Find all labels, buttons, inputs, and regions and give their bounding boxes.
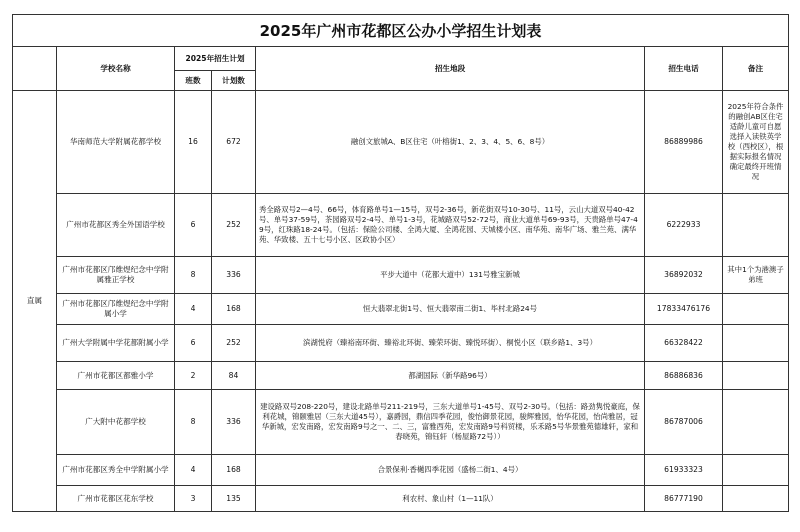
phone-number: 61933323 [645,455,723,486]
class-count: 3 [175,486,212,512]
enrollment-area: 滨湖悦府（臻裕南环街、臻裕北环街、臻荣环街、臻悦环街）、桐悦小区（联乡路1、3号） [256,325,645,362]
enrollment-area: 平步大道中（花都大道中）131号雅宝新城 [256,257,645,294]
remark [723,194,789,257]
plan-count: 168 [212,294,256,325]
remark [723,294,789,325]
school-name: 广州市花都区都雅小学 [57,362,175,390]
class-count: 8 [175,390,212,455]
school-name: 华南师范大学附属花都学校 [57,91,175,194]
remark [723,486,789,512]
remark: 2025年符合条件的融创AB区住宅适龄儿童可自愿选择入读铁英学校（西校区），根据实际报名情况确定最终开班情况 [723,91,789,194]
header-phone: 招生电话 [645,47,723,91]
remark: 其中1个为港澳子弟班 [723,257,789,294]
class-count: 16 [175,91,212,194]
plan-count: 168 [212,455,256,486]
phone-number: 36892032 [645,257,723,294]
remark [723,455,789,486]
class-count: 6 [175,325,212,362]
header-area: 招生地段 [256,47,645,91]
enrollment-area: 都湖国际（新华路96号） [256,362,645,390]
class-count: 4 [175,455,212,486]
school-name: 广州市花都区花东学校 [57,486,175,512]
enrollment-area: 利农村、象山村（1—11队） [256,486,645,512]
plan-count: 252 [212,325,256,362]
enrollment-area: 融创文旅城A、B区住宅（叶榕街1、2、3、4、5、6、8号） [256,91,645,194]
class-count: 4 [175,294,212,325]
school-name: 广州市花都区邝维煜纪念中学附属小学 [57,294,175,325]
school-name: 广州市花都区秀全外国语学校 [57,194,175,257]
phone-number: 66328422 [645,325,723,362]
plan-count: 252 [212,194,256,257]
class-count: 6 [175,194,212,257]
phone-number: 6222933 [645,194,723,257]
remark [723,325,789,362]
header-category-blank [13,47,57,91]
admission-plan-table [12,14,789,512]
school-name: 广州大学附属中学花都附属小学 [57,325,175,362]
enrollment-area: 建设路双号208-220号，建设北路单号211-219号，三东大道单号1-45号、双号2-30号。（包括：路劲隽悦豪庭，保利花城，锦颐雅居（三东大道45号），嘉爵园，鼎信四季花园，俊怡御景花园，骏辉雅园，怡华花园，怡尚雅居，冠华新城，宏发南路，宏发南路9号之一、二、三，富雅西苑，宏发南路9号科贸楼，乐禾路5号华景雅苑德雄轩，家和春晓苑，锦钰轩（杨屋路72号）） [256,390,645,455]
enrollment-area: 秀全路双号2—4号、66号，体育路单号1—15号，双号2-36号，新花街双号10-30号、11号，云山大道双号40-42号、单号37-59号，茶园路双号2-4号、单号1-3号，花城路双号52-72号，商业大道单号69-93号，天贵路单号47-49号，红珠路18-24号。（包括：保险公司楼、全鸿大厦、全鸿花园、天城楼小区、南华苑、南华广场、雅兰苑、满华苑、华致楼、五十七号小区、区政协小区） [256,194,645,257]
school-name: 广州市花都区秀全中学附属小学 [57,455,175,486]
table-row [13,257,789,294]
phone-number: 86886836 [645,362,723,390]
table-row [13,194,789,257]
table-row [13,325,789,362]
school-name: 广大附中花都学校 [57,390,175,455]
header-plan-group: 2025年招生计划 [175,47,256,71]
plan-count: 84 [212,362,256,390]
table-row [13,390,789,455]
class-count: 8 [175,257,212,294]
table-row [13,455,789,486]
phone-number: 86777190 [645,486,723,512]
category-cell: 直属 [13,91,57,512]
class-count: 2 [175,362,212,390]
enrollment-area: 合景保利·香樾四季花园（盛杨二街1、4号） [256,455,645,486]
table-row [13,486,789,512]
header-note: 备注 [723,47,789,91]
school-name: 广州市花都区邝维煜纪念中学附属雅正学校 [57,257,175,294]
header-classes: 班数 [175,71,212,91]
plan-count: 135 [212,486,256,512]
phone-number: 86889986 [645,91,723,194]
table-title: 2025年广州市花都区公办小学招生计划表 [13,15,789,47]
phone-number: 86787006 [645,390,723,455]
phone-number: 17833476176 [645,294,723,325]
plan-count: 336 [212,390,256,455]
header-plan-count: 计划数 [212,71,256,91]
table-row [13,362,789,390]
table-row [13,294,789,325]
plan-count: 672 [212,91,256,194]
plan-count: 336 [212,257,256,294]
remark [723,390,789,455]
header-school-name: 学校名称 [57,47,175,91]
enrollment-area: 恒大翡翠北街1号、恒大翡翠南二街1、毕村北路24号 [256,294,645,325]
table-row [13,91,789,194]
remark [723,362,789,390]
